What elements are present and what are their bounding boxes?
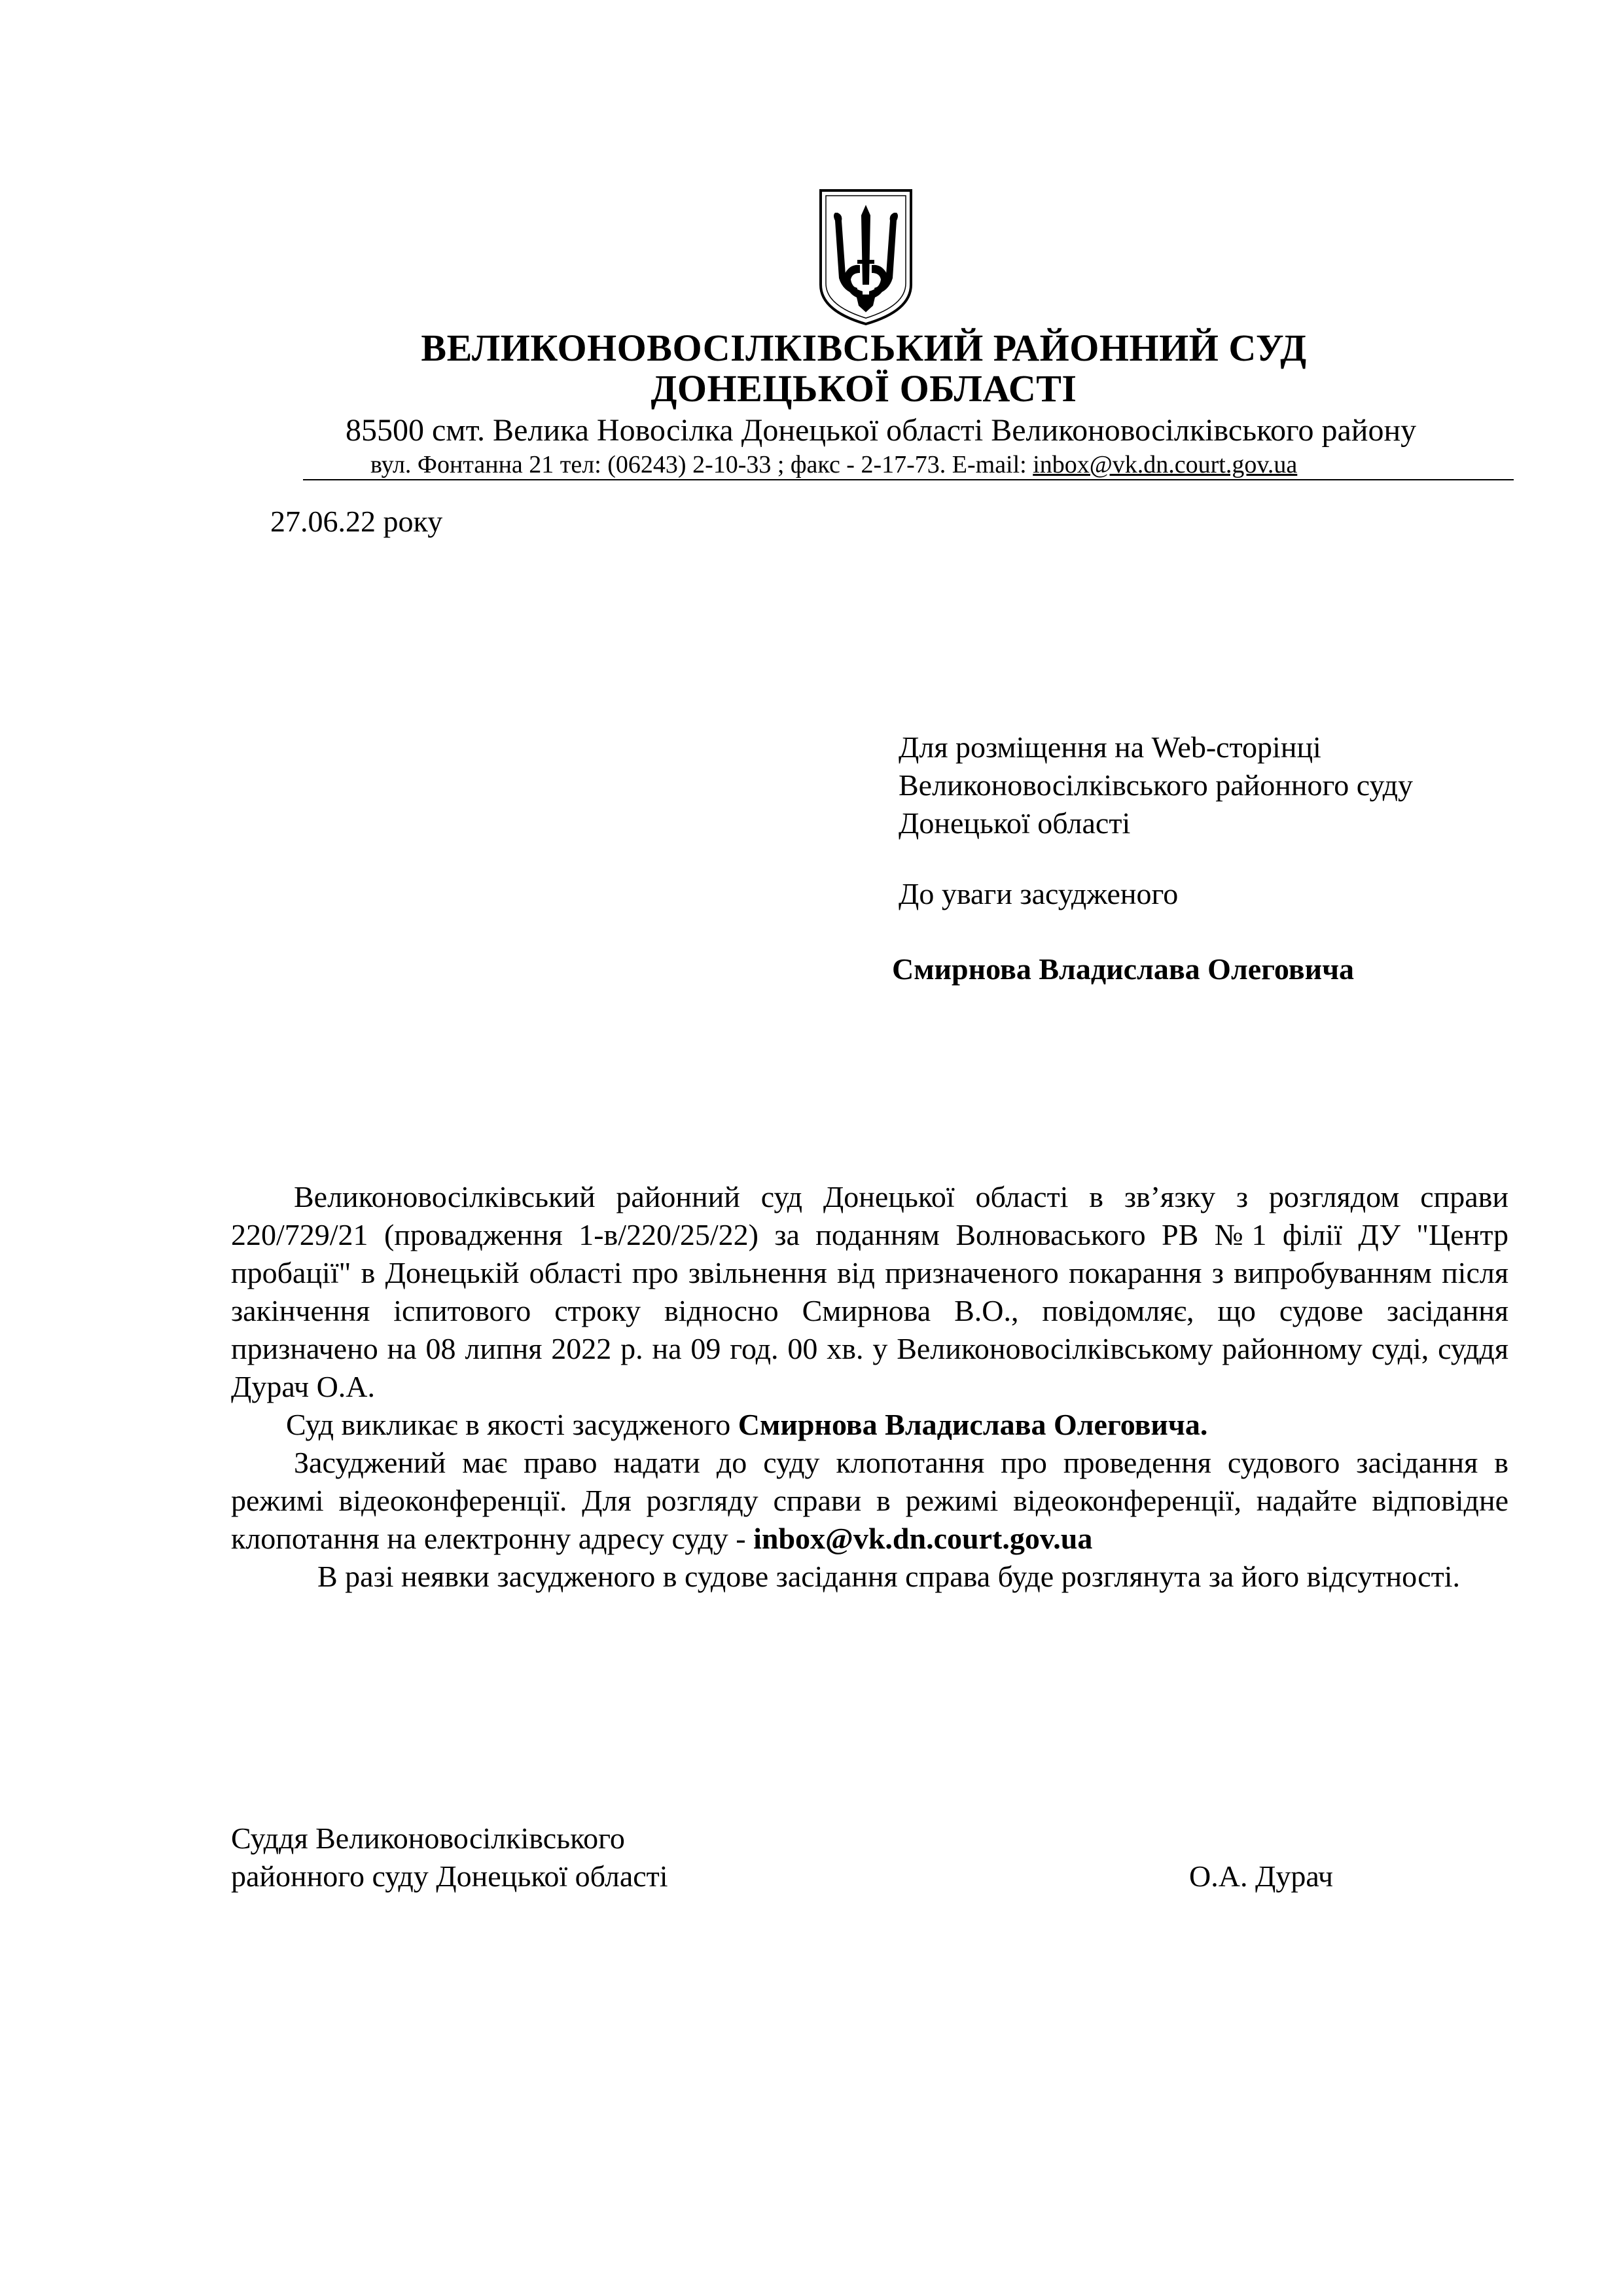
paragraph-4-text: В разі неявки засудженого в судове засідання справа буде розглянута за його відсутності. [317, 1560, 1461, 1593]
coat-of-arms-icon [817, 187, 915, 327]
recipient-line1: Для розміщення на Web-сторінці [899, 730, 1321, 764]
signature-name: О.А. Дурач [1189, 1859, 1334, 1893]
document-date: 27.06.22 року [270, 505, 443, 538]
court-name-line2: ДОНЕЦЬКОЇ ОБЛАСТІ [651, 367, 1077, 410]
header-divider [303, 479, 1514, 480]
court-address-line2 [370, 450, 1297, 479]
body-paragraph-3 [231, 1444, 1508, 1558]
body-paragraph-2 [231, 1406, 1508, 1444]
paragraph-2-text: Суд викликає в якості засудженого [286, 1408, 738, 1441]
recipient-line2: Великоновосілківського районного суду [899, 768, 1414, 802]
court-contacts: вул. Фонтанна 21 тел: (06243) 2-10-33 ; факс - 2-17-73. E-mail: [370, 451, 1033, 478]
paragraph-1-text: Великоновосілківський районний суд Донецької області в зв’язку з розглядом справи 220/729/21 (провадження 1-в/220/25/22) за поданням Волноваського РВ №1 філії ДУ "Центр пробації" в Донецькій області про звільнення від призначеного покарання з випробуванням після закінчення іспитового строку відносно Смирнова В.О., повідомляє, що судове засідання призначено на 08 липня 2022 р. на 09 год. 00 хв. у Великоновосілківському районному суді, суддя Дурач О.А. [231, 1180, 1508, 1403]
court-address-line1: 85500 смт. Велика Новосілка Донецької області Великоновосілківського району [346, 413, 1417, 448]
recipient-name: Смирнова Владислава Олеговича [892, 952, 1355, 986]
body-paragraph-4 [231, 1558, 1508, 1596]
court-name-line1: ВЕЛИКОНОВОСІЛКІВСЬКИЙ РАЙОННИЙ СУД [421, 327, 1307, 369]
signature-position-line2: районного суду Донецької області [231, 1859, 668, 1893]
body-paragraph-1 [231, 1178, 1508, 1406]
paragraph-3-text: Засуджений має право надати до суду клопотання про проведення судового засідання в режимі відеоконференції. Для розгляду справи в режимі відеоконференції, надайте відповідне клопотання на електронну адресу суду - [231, 1446, 1508, 1555]
signature-position-line1: Суддя Великоновосілківського [231, 1821, 625, 1855]
paragraph-2-name: Смирнова Владислава Олеговича. [738, 1408, 1208, 1441]
recipient-line4: До уваги засудженого [899, 877, 1179, 910]
recipient-line3: Донецької області [899, 806, 1131, 840]
paragraph-3-email: inbox@vk.dn.court.gov.ua [753, 1522, 1093, 1555]
court-email-link[interactable]: inbox@vk.dn.court.gov.ua [1033, 451, 1298, 478]
